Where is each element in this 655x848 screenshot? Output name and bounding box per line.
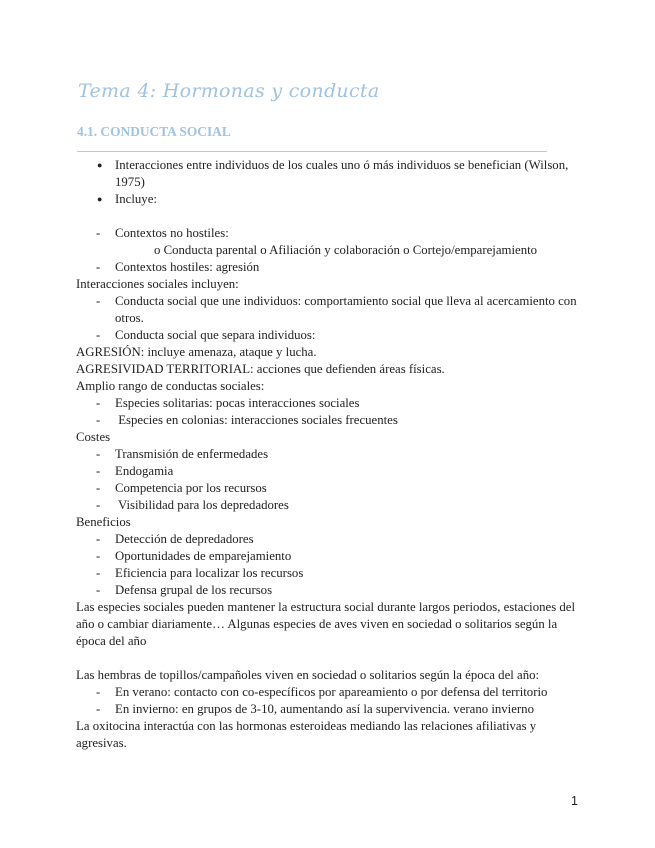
dash-icon: - (96, 413, 101, 427)
section-heading: 4.1. CONDUCTA SOCIAL (77, 124, 231, 139)
dash-icon: - (96, 328, 101, 342)
dash-icon: - (96, 702, 101, 716)
paragraph-heading: Interacciones sociales incluyen: (76, 277, 239, 291)
dash-icon: - (96, 464, 101, 478)
paragraph-heading: Beneficios (76, 515, 131, 529)
paragraph-oxitocina: La oxitocina interactúa con las hormonas esteroideas mediando las relaciones afiliativas y agresivas. (76, 719, 537, 750)
dash-icon: - (96, 532, 101, 546)
bullet-icon: ● (97, 160, 103, 170)
paragraph-heading: Las hembras de topillos/campañoles viven en sociedad o solitarios según la época del año: (76, 668, 540, 682)
page-number: 1 (571, 794, 578, 808)
dash-item: - Eficiencia para localizar los recursos (96, 566, 304, 580)
dash-icon: - (96, 481, 101, 495)
section-divider (77, 151, 547, 152)
dash-item: - En verano: contacto con co-específicos por apareamiento o por defensa del territorio (96, 685, 548, 699)
dash-item: - Conducta social que separa individuos: (96, 328, 316, 342)
dash-item: - Especies en colonias: interacciones sociales frecuentes (96, 413, 398, 427)
paragraph-especies: Las especies sociales pueden mantener la estructura social durante largos periodos, estaciones del año o cambiar diariamente… Algunas especies de aves viven en sociedad o solitarios según la época del año (76, 600, 576, 648)
spacer (76, 650, 581, 667)
dash-icon: - (96, 685, 101, 699)
document-title: Tema 4: Hormonas y conducta (78, 80, 380, 102)
dash-icon: - (96, 566, 101, 580)
dash-item: - Visibilidad para los depredadores (96, 498, 289, 512)
dash-item: - Contextos hostiles: agresión (96, 260, 260, 274)
paragraph-heading: Amplio rango de conductas sociales: (76, 379, 265, 393)
dash-icon: - (96, 447, 101, 461)
sub-list-line: o Conducta parental o Afiliación y colaboración o Cortejo/emparejamiento (154, 243, 538, 257)
dash-icon: - (96, 549, 101, 563)
dash-item: - Endogamia (96, 464, 174, 478)
document-body (76, 157, 581, 752)
dash-icon: - (96, 583, 101, 597)
spacer (76, 208, 581, 225)
dash-icon: - (96, 226, 101, 240)
dash-item: - Oportunidades de emparejamiento (96, 549, 292, 563)
dash-icon: - (96, 396, 101, 410)
dash-item: - Competencia por los recursos (96, 481, 267, 495)
dash-icon: - (96, 260, 101, 274)
dash-item: - En invierno: en grupos de 3-10, aumentando así la supervivencia. verano invierno (96, 702, 534, 716)
dash-item: - Contextos no hostiles: (96, 226, 229, 240)
definition-agresion: AGRESIÓN: incluye amenaza, ataque y lucha. (76, 345, 317, 359)
paragraph-heading: Costes (76, 430, 111, 444)
bullet-item: ● Incluye: (97, 192, 157, 206)
definition-agresividad: AGRESIVIDAD TERRITORIAL: acciones que defienden áreas físicas. (76, 362, 445, 376)
dash-item: - Especies solitarias: pocas interacciones sociales (96, 396, 360, 410)
dash-item: - Detección de depredadores (96, 532, 254, 546)
dash-icon: - (96, 294, 101, 308)
dash-item: - Defensa grupal de los recursos (96, 583, 273, 597)
dash-icon: - (96, 498, 101, 512)
bullet-icon: ● (97, 194, 103, 204)
dash-item: - Transmisión de enfermedades (96, 447, 269, 461)
bullet-item: ● Interacciones entre individuos de los cuales uno ó más individuos se benefician (Wilson, 1975) (97, 158, 569, 189)
dash-item: - Conducta social que une individuos: comportamiento social que lleva al acercamiento con otros. (96, 294, 577, 325)
